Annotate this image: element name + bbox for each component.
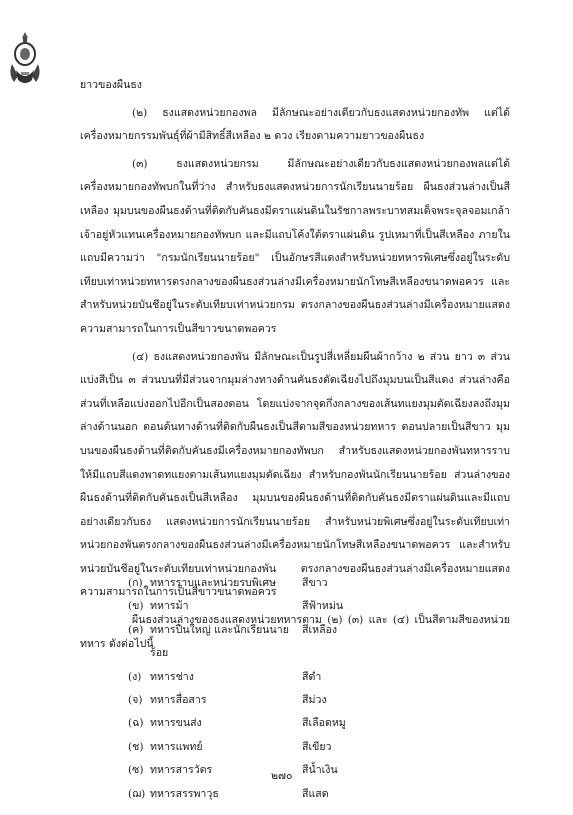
list-item-color: สีเลือดหมู <box>302 717 346 730</box>
list-item-color: สีเหลือง <box>302 623 338 636</box>
list-item-color: สีฟ้าหม่น <box>302 600 344 613</box>
paragraph-4: (๔) ธงแสดงหน่วยกองพัน มีลักษณะเป็นรูปสี่เหลี่ยมผืนผ้ากว้าง ๒ ส่วน ยาว ๓ ส่วน แบ่งสีเป็น ๓ ส่วนบนที่มีส่วนจากมุมล่างทางด้านคันธงตัดเฉียงไปถึงมุมบนเป็นสีแดง ส่วนล่างคือส่วนที่เหลือแบ่งออกไปอีกเป็นสองตอน โดยแบ่งจากจุดกึ่งกลางของเส้นทแยงมุมตัดเฉียงลงถึงมุมล่างด้านนอก ตอนต้นทางด้านที่ติดกับผืนธงเป็นสีตามสีของหน่วยทหาร ตอนปลายเป็นสีขาว มุมบนของผืนธงด้านที่ติดกับคันธงมีเครื่องหมายกองทัพบก สำหรับธงแสดงหน่วยกองพันทหารราบให้มีแถบสีแดงพาดทแยงตามเส้นทแยงมุมตัดเฉียง สำหรับกองพันนักเรียนนายร้อย ส่วนล่างของผืนธงด้านที่ติดกับคันธงเป็นสีเหลือง มุมบนของผืนธงด้านที่ติดกับคันธงมีตราแผ่นดินและมีแถบอย่างเดียวกับธง แสดงหน่วยการนักเรียนนายร้อย สำหรับหน่วยพิเศษซึ่งอยู่ในระดับเทียบเท่าหน่วยกองพันตรงกลางของผืนธงส่วนล่างมีเครื่องหมายนักโทษสีเหลืองขนาดพอควร และสำหรับหน่วยบันชีอยู่ในระดับเทียบเท่าหน่วยกองพัน ตรงกลางของผืนธงส่วนล่างมีเครื่องหมายแสดงความสามารถในการเป็นสีขาวขนาดพอควร <box>80 350 510 599</box>
list-item-corps: ทหารราบและหน่วยรบพิเศษ <box>150 577 277 589</box>
list-item-corps: ทหารขนส่ง <box>150 717 202 730</box>
list-item-color: สีม่วง <box>302 694 327 707</box>
list-item <box>128 759 388 782</box>
list-item <box>128 666 388 689</box>
list-item-corps: ทหารม้า <box>150 600 189 613</box>
list-item <box>128 572 388 595</box>
list-item-color: สีขาว <box>302 577 328 589</box>
paragraph-intro-list: ผืนธงส่วนล่างของธงแสดงหน่วยทหารตาม (๒) (๓) และ (๔) เป็นสีตามสีของหน่วยทหาร ดังต่อไปนี้ <box>80 614 510 650</box>
corps-color-list <box>128 572 388 806</box>
list-item-color: สีดำ <box>302 670 322 683</box>
list-item-number: (ซ) <box>128 764 144 777</box>
list-item <box>128 712 388 735</box>
document-body <box>80 74 510 656</box>
list-item-color: สีเขียว <box>302 740 332 753</box>
list-item-corps: ทหารสารวัตร <box>150 764 213 777</box>
list-item <box>128 736 388 759</box>
list-item-corps: ทหารสรรพาวุธ <box>150 787 219 800</box>
royal-emblem-icon <box>8 30 42 86</box>
list-item-corps: ทหารสื่อสาร <box>150 694 207 707</box>
paragraph-3: (๓) ธงแสดงหน่วยกรม มีลักษณะอย่างเดียวกับธงแสดงหน่วยกองพลแต่ได้เครื่องหมายกองทัพบกในที่ว่าง สำหรับธงแสดงหน่วยการนักเรียนนายร้อย ผืนธงส่วนล่างเป็นสีเหลือง มุมบนของผืนธงด้านที่ติดกับคันธงมีตราแผ่นดินในรัชกาลพระบาทสมเด็จพระจุลจอมเกล้าเจ้าอยู่หัวแทนเครื่องหมายกองทัพบก และมีแถบโค้งใต้ตราแผ่นดิน รูปเหมาที่เป็นสีเหลือง ภายในแถบมีความว่า "กรมนักเรียนนายร้อย" เป็นอักษรสีแดงสำหรับหน่วยทหารพิเศษซึ่งอยู่ในระดับเทียบเท่าหน่วยทหารตรงกลางของผืนธงส่วนล่างมีเครื่องหมายนักโทษสีเหลืองขนาดพอควร และสำหรับหน่วยบันชีอยู่ในระดับเทียบเท่าหน่วยกรม ตรงกลางของผืนธงส่วนล่างมีเครื่องหมายแสดงความสามารถในการเป็นสีขาวขนาดพอควร <box>80 157 510 335</box>
list-item <box>128 619 388 666</box>
list-item-number: (ง) <box>128 670 142 683</box>
list-item-number: (ค) <box>128 623 144 636</box>
list-item <box>128 689 388 712</box>
list-item-corps: ทหารแพทย์ <box>150 740 203 753</box>
list-item-color: สีน้ำเงิน <box>302 764 338 777</box>
list-item-color: สีแสด <box>302 787 329 800</box>
list-item <box>128 595 388 618</box>
list-item <box>128 783 388 806</box>
list-item-number: (ข) <box>128 600 144 613</box>
list-item-number: (ก) <box>128 577 143 589</box>
page-number: ๒๗๐ <box>271 770 293 782</box>
list-item-number: (จ) <box>128 694 143 707</box>
paragraph-2: (๒) ธงแสดงหน่วยกองพล มีลักษณะอย่างเดียวกับธงแสดงหน่วยกองทัพ แต่ได้เครื่องหมายกรรมพันธุ์ที่ผ้ามีสิทธิ์สีเหลือง ๒ ดวง เรียงตามความยาวของผืนธง <box>80 106 510 143</box>
list-item-number: (ฌ) <box>128 787 146 800</box>
list-item-number: (ฉ) <box>128 717 144 730</box>
lead-line: ยาวของผืนธง <box>80 79 142 91</box>
list-item-corps: ทหารปืนใหญ่ และนักเรียนนายร้อย <box>150 623 289 660</box>
list-item-corps: ทหารช่าง <box>150 670 194 683</box>
list-item-number: (ช) <box>128 740 144 753</box>
